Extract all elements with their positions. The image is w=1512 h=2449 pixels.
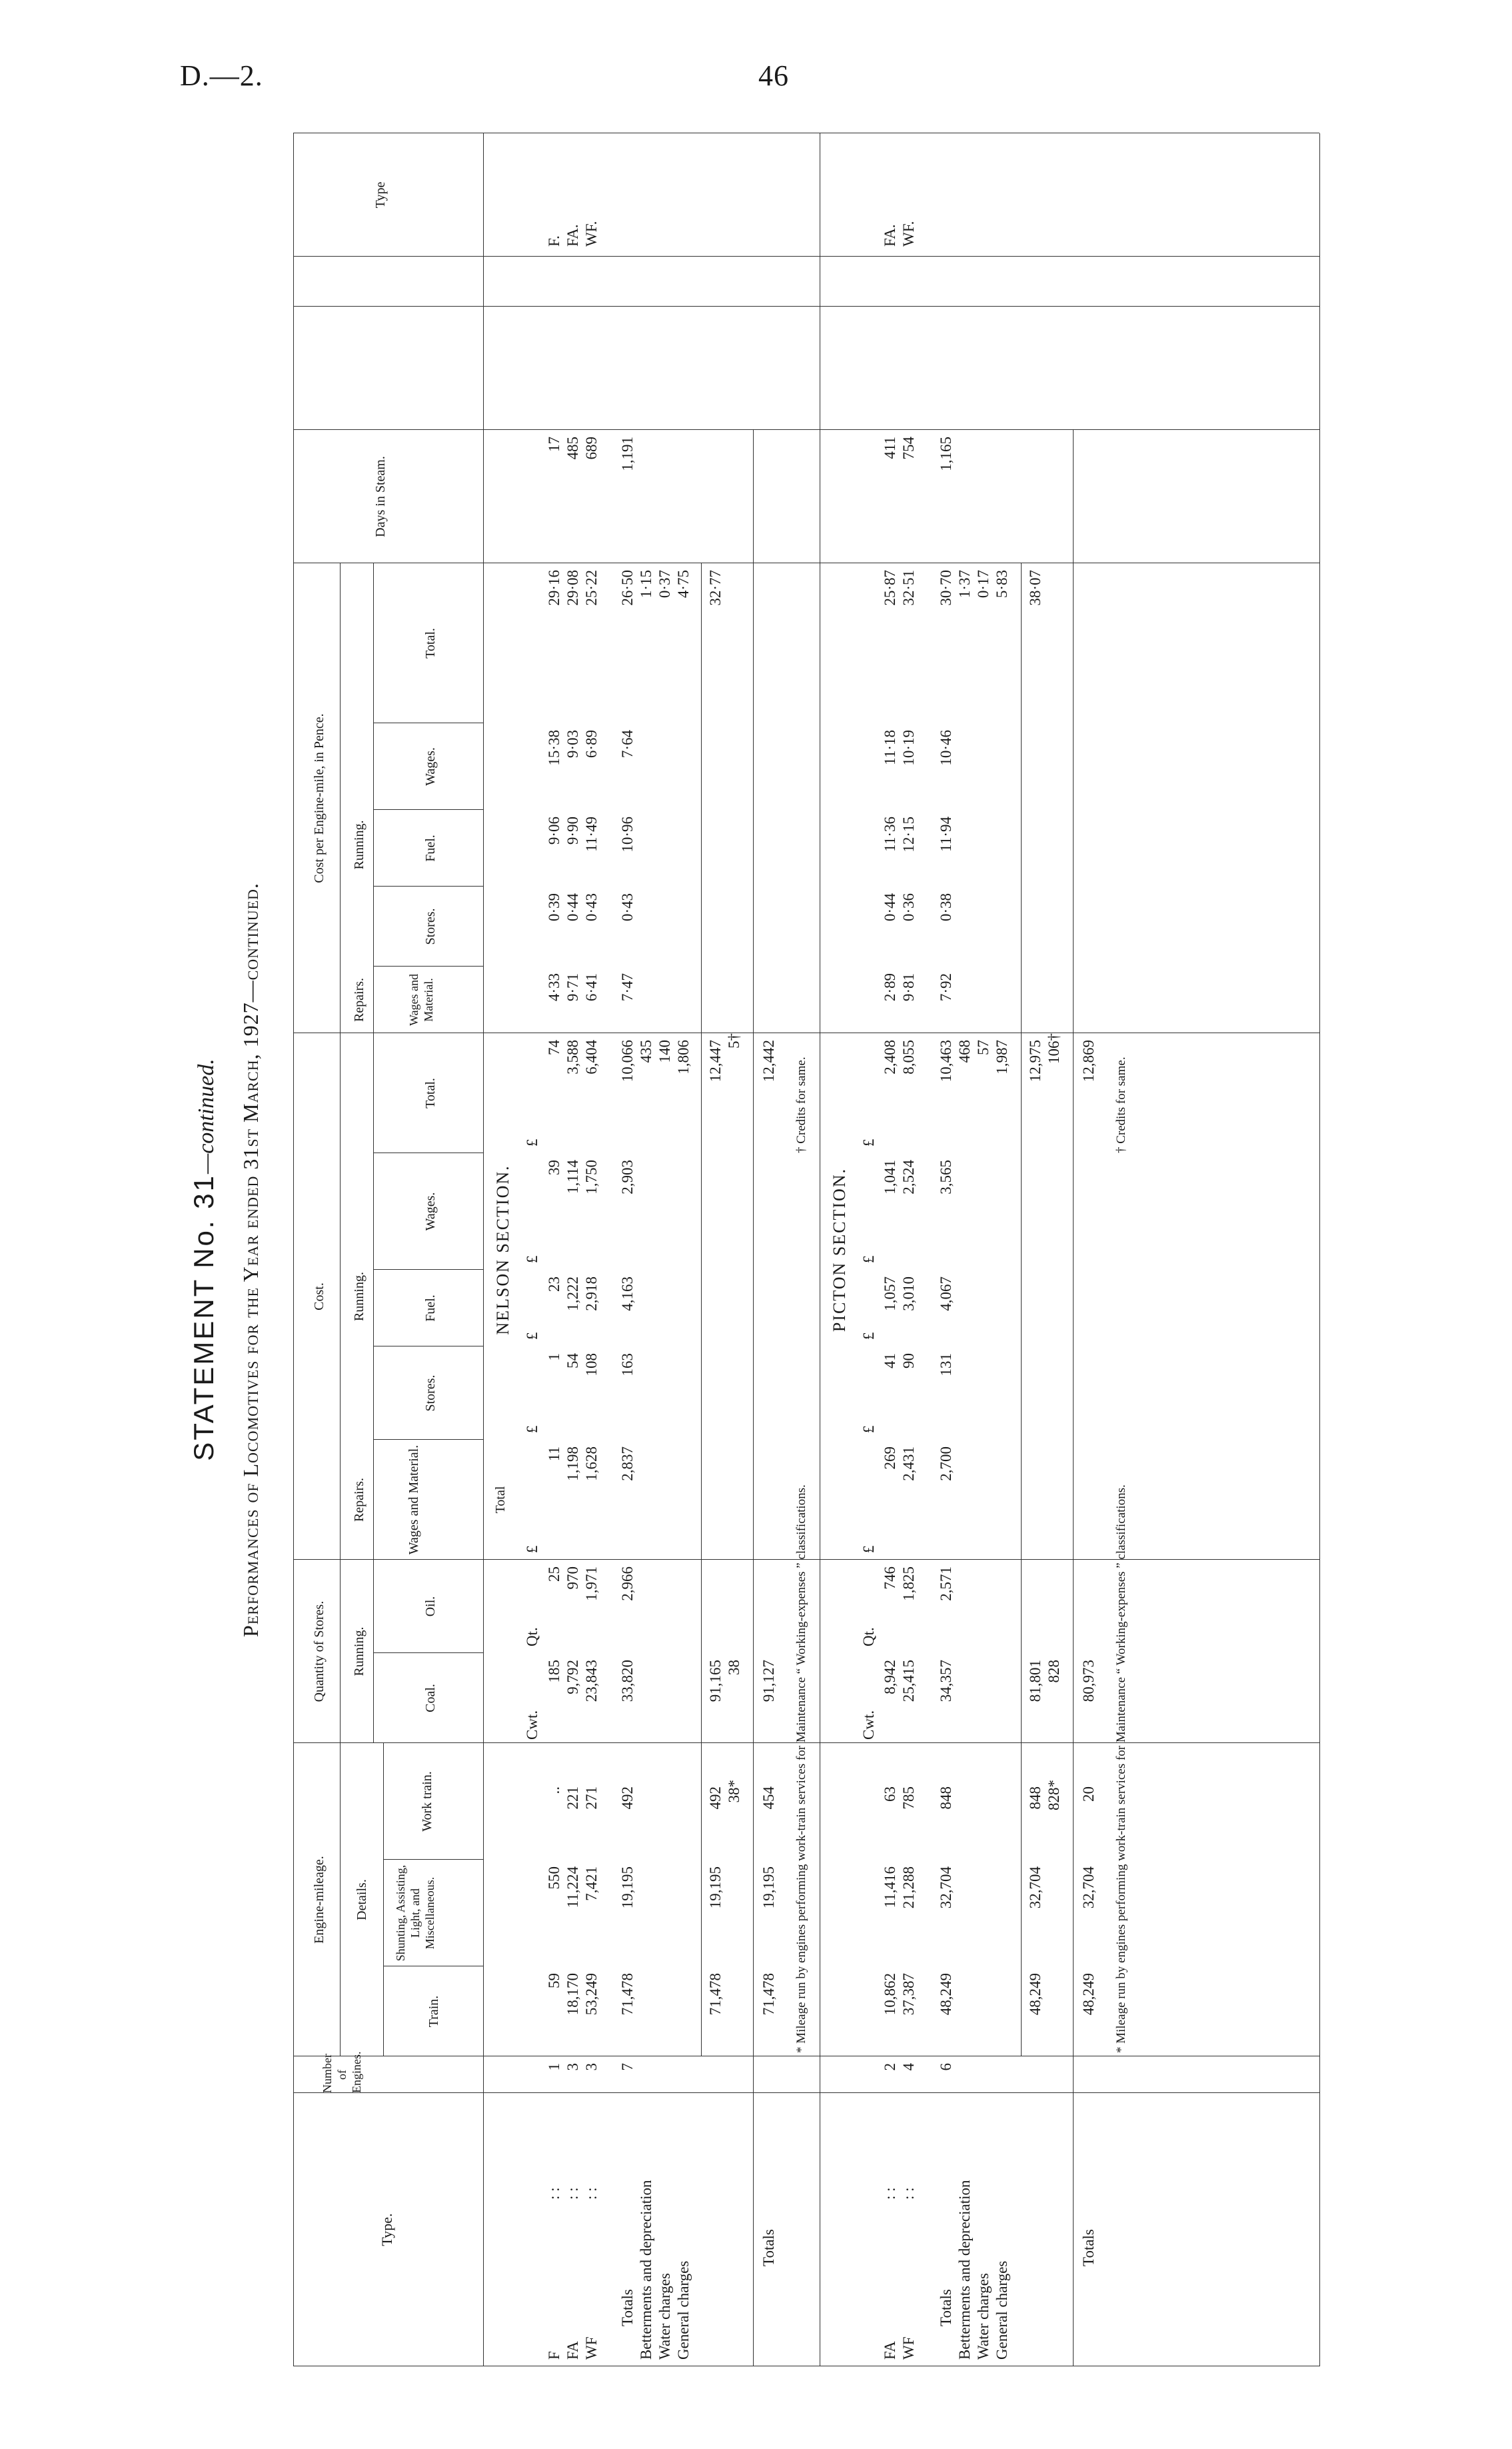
total-cost: 6,404 <box>583 1040 600 1075</box>
type-right: FA. <box>564 224 581 247</box>
fuel: 23 <box>546 1276 562 1292</box>
total-cost: 12,442 <box>760 1040 777 1083</box>
engines: 7 <box>619 2063 636 2071</box>
pence-wages: 6·89 <box>583 730 600 759</box>
days-in-steam: 754 <box>900 437 917 460</box>
coal: 9,792 <box>564 1660 581 1694</box>
unit-pound-total: £ <box>524 1139 540 1147</box>
pence-stores: 0·38 <box>938 893 954 922</box>
header-shunting: Shunting, Assisting, Light, and Miscellaneous. <box>394 1864 436 1962</box>
header-cost: Cost. <box>312 1282 327 1310</box>
header-type: Type. <box>378 2213 395 2246</box>
total-cost: 12,869 <box>1080 1040 1097 1083</box>
total-mileage-adjustment: 38 <box>726 1660 742 1675</box>
repairs: 269 <box>882 1446 898 1470</box>
days-in-steam: 689 <box>583 437 600 460</box>
unit-pound-wages: £ <box>524 1255 540 1263</box>
picton-footnote-mileage: * Mileage run by engines performing work-train services for Maintenance “ Working-expenses ” classifications. <box>1114 1484 1128 2053</box>
header-fuel-pence: Fuel. <box>423 835 438 862</box>
work-train: 454 <box>760 1786 777 1810</box>
repairs: 1,198 <box>564 1446 581 1481</box>
engines: 1 <box>546 2063 562 2071</box>
days-in-steam: 485 <box>564 437 581 460</box>
pence-repairs: 7·47 <box>619 973 636 1002</box>
total-cost: 2,408 <box>882 1040 898 1075</box>
picton-general-cost: 1,987 <box>994 1040 1010 1075</box>
nelson-betterments-cost: 435 <box>638 1040 654 1063</box>
stores: 54 <box>564 1353 581 1368</box>
header-running-cost: Running. <box>352 1272 367 1321</box>
page-number: 46 <box>758 59 789 92</box>
total-cost: 10,463 <box>938 1040 954 1083</box>
header-cost-per-engine-mile: Cost per Engine-mile, in Pence. <box>312 713 327 883</box>
train: 59 <box>546 1973 562 1988</box>
pence-wages: 15·38 <box>546 730 562 766</box>
shunting: 21,288 <box>900 1866 917 1909</box>
wages: 1,114 <box>564 1160 581 1194</box>
fuel: 4,067 <box>938 1276 954 1311</box>
oil: 746 <box>882 1566 898 1590</box>
oil: 2,571 <box>938 1566 954 1601</box>
pence-total: 29·08 <box>564 570 581 606</box>
pence-total: 29·16 <box>546 570 562 606</box>
pence-repairs: 6·41 <box>583 973 600 1002</box>
pence-total: 32·77 <box>707 570 724 606</box>
shunting: 19,195 <box>760 1866 777 1909</box>
work-train: 492 <box>707 1786 724 1810</box>
type-right: FA. <box>882 224 898 247</box>
pence-repairs: 9·71 <box>564 973 581 1002</box>
totals-label: Totals <box>619 2289 636 2326</box>
nelson-betterments-label: Betterments and depreciation <box>638 2180 654 2360</box>
dot-leader: : : <box>882 2187 898 2200</box>
dot-leader: : : <box>546 2187 562 2200</box>
dot-leader: : : <box>583 2187 600 2200</box>
pence-repairs: 2·89 <box>882 973 898 1002</box>
stores: 131 <box>938 1353 954 1376</box>
header-fuel: Fuel. <box>423 1294 438 1322</box>
unit-total-mileage: Total <box>493 1486 508 1514</box>
repairs: 11 <box>546 1446 562 1462</box>
fuel: 3,010 <box>900 1276 917 1311</box>
header-total-pence: Total. <box>423 628 438 659</box>
unit-pound-rep: £ <box>524 1545 540 1553</box>
pence-stores: 0·44 <box>882 893 898 922</box>
oil: 970 <box>564 1566 581 1590</box>
picton-general-label: General charges <box>994 2260 1010 2360</box>
statement-subtitle: Performances of Locomotives for the Year ended 31st March, 1927—continued. <box>239 883 263 1637</box>
oil: 25 <box>546 1566 562 1582</box>
header-quantity-of-stores: Quantity of Stores. <box>312 1600 327 1702</box>
wages: 1,750 <box>583 1160 600 1195</box>
fuel: 1,057 <box>882 1276 898 1311</box>
header-coal: Coal. <box>423 1684 438 1712</box>
header-engine-mileage: Engine-mileage. <box>312 1856 327 1944</box>
type-right: F. <box>546 235 562 247</box>
total-cost: 3,588 <box>564 1040 581 1075</box>
work-train-adjustment: 828* <box>1046 1780 1062 1810</box>
total-cost: 8,055 <box>900 1040 917 1075</box>
total-cost: 10,066 <box>619 1040 636 1083</box>
coal: 25,415 <box>900 1660 917 1702</box>
coal: 33,820 <box>619 1660 636 1702</box>
repairs: 2,700 <box>938 1446 954 1481</box>
shunting: 7,421 <box>583 1866 600 1901</box>
type-label: WF <box>583 2336 600 2360</box>
stores: 1 <box>546 1353 562 1361</box>
header-details: Details. <box>355 1879 369 1920</box>
pence-repairs: 7·92 <box>938 973 954 1002</box>
fuel: 1,222 <box>564 1276 581 1311</box>
type-label: FA <box>882 2341 898 2360</box>
pence-total: 38·07 <box>1027 570 1044 606</box>
pence-fuel: 12·15 <box>900 817 917 853</box>
days-in-steam: 1,191 <box>619 437 636 471</box>
picton-general-pence: 5·83 <box>994 570 1010 599</box>
total-cost-credit: 5† <box>726 1033 742 1049</box>
train: 37,387 <box>900 1973 917 2016</box>
wages: 1,041 <box>882 1160 898 1195</box>
pence-total: 25·22 <box>583 570 600 606</box>
picton-water-pence: 0·17 <box>975 570 992 599</box>
header-total-cost: Total. <box>423 1078 438 1109</box>
total-cost: 12,447 <box>707 1040 724 1083</box>
header-stores: Stores. <box>423 1374 438 1412</box>
train: 48,249 <box>1080 1973 1097 2016</box>
days-in-steam: 411 <box>882 437 898 459</box>
pence-repairs: 9·81 <box>900 973 917 1002</box>
stores: 90 <box>900 1353 917 1368</box>
unit-qt: Qt. <box>524 1627 540 1646</box>
pence-total: 26·50 <box>619 570 636 606</box>
total-cost-credit: 106† <box>1046 1033 1062 1064</box>
nelson-footnote-mileage: * Mileage run by engines performing work-train services for Maintenance “ Working-expenses ” classifications. <box>794 1484 808 2053</box>
unit-pound-rep-picton: £ <box>860 1545 877 1553</box>
shunting: 32,704 <box>1080 1866 1097 1909</box>
pence-fuel: 11·94 <box>938 817 954 852</box>
oil: 1,971 <box>583 1566 600 1601</box>
work-train: 785 <box>900 1786 917 1810</box>
unit-qt-picton: Qt. <box>860 1627 877 1646</box>
work-train: 221 <box>564 1786 581 1810</box>
pence-repairs: 4·33 <box>546 973 562 1002</box>
repairs: 1,628 <box>583 1446 600 1481</box>
shunting: 19,195 <box>619 1866 636 1909</box>
repairs: 2,431 <box>900 1446 917 1481</box>
header-work-train: Work train. <box>420 1771 434 1832</box>
train: 48,249 <box>1027 1973 1044 2016</box>
nelson-footnote-credits: † Credits for same. <box>794 1057 808 1153</box>
pence-wages: 7·64 <box>619 730 636 759</box>
totals-label: Totals <box>1080 2229 1097 2266</box>
train: 71,478 <box>707 1973 724 2016</box>
work-train: 848 <box>938 1786 954 1810</box>
pence-total: 25·87 <box>882 570 898 606</box>
dot-leader: : : <box>564 2187 581 2200</box>
type-right: WF. <box>900 221 917 247</box>
pence-stores: 0·43 <box>583 893 600 922</box>
total-cost: 74 <box>546 1040 562 1055</box>
wages: 2,524 <box>900 1160 917 1195</box>
repairs: 2,837 <box>619 1446 636 1481</box>
unit-pound-fuel: £ <box>524 1332 540 1340</box>
nelson-water-cost: 140 <box>656 1040 673 1063</box>
pence-fuel: 9·90 <box>564 817 581 845</box>
stores: 108 <box>583 1353 600 1376</box>
title-main: STATEMENT No. 31 <box>188 1174 219 1461</box>
dot-leader: : : <box>900 2187 917 2200</box>
pence-stores: 0·44 <box>564 893 581 922</box>
work-train: .. <box>546 1786 562 1794</box>
pence-wages: 9·03 <box>564 730 581 759</box>
coal: 34,357 <box>938 1660 954 1702</box>
pence-fuel: 9·06 <box>546 817 562 845</box>
total-cost: 12,975 <box>1027 1040 1044 1083</box>
wages: 2,903 <box>619 1160 636 1195</box>
shunting: 11,416 <box>882 1866 898 1908</box>
pence-stores: 0·39 <box>546 893 562 922</box>
pence-stores: 0·43 <box>619 893 636 922</box>
header-number-of-engines: Number of Engines. <box>321 2051 363 2093</box>
header-wages: Wages. <box>423 1192 438 1231</box>
pence-wages: 10·46 <box>938 730 954 766</box>
header-oil: Oil. <box>423 1596 438 1617</box>
unit-cwt: Cwt. <box>524 1710 540 1740</box>
pence-total: 30·70 <box>938 570 954 606</box>
type-label: F <box>546 2351 562 2360</box>
total-mileage: 81,801 <box>1027 1660 1044 1702</box>
engines: 2 <box>882 2063 898 2071</box>
total-mileage: 91,127 <box>760 1660 777 1702</box>
unit-pound-total-picton: £ <box>860 1139 877 1147</box>
header-stores-pence: Stores. <box>423 908 438 945</box>
header-type-right: Type <box>373 181 388 209</box>
days-in-steam: 1,165 <box>938 437 954 471</box>
total-mileage: 91,165 <box>707 1660 724 1702</box>
nelson-water-pence: 0·37 <box>656 570 673 599</box>
train: 71,478 <box>760 1973 777 2016</box>
picton-betterments-cost: 468 <box>956 1040 973 1063</box>
unit-cwt-picton: Cwt. <box>860 1710 877 1740</box>
shunting: 11,224 <box>564 1866 581 1908</box>
train: 53,249 <box>583 1973 600 2016</box>
fuel: 2,918 <box>583 1276 600 1311</box>
header-wages-material-pence: Wages and Material. <box>407 973 435 1027</box>
coal: 8,942 <box>882 1660 898 1694</box>
train: 10,862 <box>882 1973 898 2016</box>
header-repairs: Repairs. <box>352 1477 367 1522</box>
engines: 3 <box>583 2063 600 2071</box>
pence-total: 32·51 <box>900 570 917 606</box>
type-label: WF <box>900 2336 917 2360</box>
picton-betterments-pence: 1·37 <box>956 570 973 599</box>
header-running-stores: Running. <box>352 1626 367 1676</box>
picton-water-label: Water charges <box>975 2273 992 2360</box>
pence-fuel: 11·49 <box>583 817 600 852</box>
wages: 39 <box>546 1160 562 1175</box>
nelson-water-label: Water charges <box>656 2273 673 2360</box>
header-running-pence: Running. <box>352 820 367 870</box>
performance-table <box>293 133 1319 2366</box>
fuel: 4,163 <box>619 1276 636 1311</box>
pence-stores: 0·36 <box>900 893 917 922</box>
total-mileage-adjustment: 828 <box>1046 1660 1062 1683</box>
wages: 3,565 <box>938 1160 954 1195</box>
pence-fuel: 11·36 <box>882 817 898 852</box>
train: 48,249 <box>938 1973 954 2016</box>
shunting: 32,704 <box>1027 1866 1044 1909</box>
oil: 2,966 <box>619 1566 636 1601</box>
totals-label: Totals <box>938 2289 954 2326</box>
unit-pound-stores-picton: £ <box>860 1425 877 1433</box>
type-label: FA <box>564 2341 581 2360</box>
engines: 3 <box>564 2063 581 2071</box>
header-wages-pence: Wages. <box>423 747 438 786</box>
nelson-general-label: General charges <box>675 2260 692 2360</box>
work-train: 20 <box>1080 1786 1097 1802</box>
picton-water-cost: 57 <box>975 1040 992 1055</box>
work-train-adjustment: 38* <box>726 1780 742 1803</box>
work-train: 848 <box>1027 1786 1044 1810</box>
shunting: 550 <box>546 1866 562 1890</box>
nelson-section-label: NELSON SECTION. <box>493 1165 512 1335</box>
pence-wages: 11·18 <box>882 730 898 765</box>
header-wages-material: Wages and Material. <box>406 1444 421 1555</box>
shunting: 32,704 <box>938 1866 954 1909</box>
type-right: WF. <box>583 221 600 247</box>
days-in-steam: 17 <box>546 437 562 452</box>
coal: 185 <box>546 1660 562 1683</box>
statement-title <box>188 133 220 2386</box>
stores: 41 <box>882 1353 898 1368</box>
coal: 23,843 <box>583 1660 600 1702</box>
engines: 4 <box>900 2063 917 2071</box>
total-mileage: 80,973 <box>1080 1660 1097 1702</box>
title-suffix: —continued. <box>194 1059 219 1175</box>
train: 18,170 <box>564 1973 581 2016</box>
pence-wages: 10·19 <box>900 730 917 766</box>
work-train: 63 <box>882 1786 898 1802</box>
nelson-general-cost: 1,806 <box>675 1040 692 1075</box>
nelson-betterments-pence: 1·15 <box>638 570 654 599</box>
nelson-general-pence: 4·75 <box>675 570 692 599</box>
unit-pound-stores: £ <box>524 1425 540 1433</box>
page-reference: D.—2. <box>180 59 263 92</box>
unit-pound-wages-picton: £ <box>860 1255 877 1263</box>
work-train: 492 <box>619 1786 636 1810</box>
picton-section-label: PICTON SECTION. <box>830 1167 849 1332</box>
unit-pound-fuel-picton: £ <box>860 1332 877 1340</box>
engines: 6 <box>938 2063 954 2071</box>
header-train: Train. <box>426 1995 441 2028</box>
stores: 163 <box>619 1353 636 1376</box>
picton-footnote-credits: † Credits for same. <box>1114 1057 1128 1153</box>
header-repairs-pence: Repairs. <box>352 977 367 1023</box>
totals-label: Totals <box>760 2229 777 2266</box>
header-days-in-steam: Days in Steam. <box>373 456 388 537</box>
rotated-table-page <box>180 133 1339 2386</box>
oil: 1,825 <box>900 1566 917 1601</box>
shunting: 19,195 <box>707 1866 724 1909</box>
picton-betterments-label: Betterments and depreciation <box>956 2180 973 2360</box>
train: 71,478 <box>619 1973 636 2016</box>
pence-fuel: 10·96 <box>619 817 636 853</box>
work-train: 271 <box>583 1786 600 1810</box>
